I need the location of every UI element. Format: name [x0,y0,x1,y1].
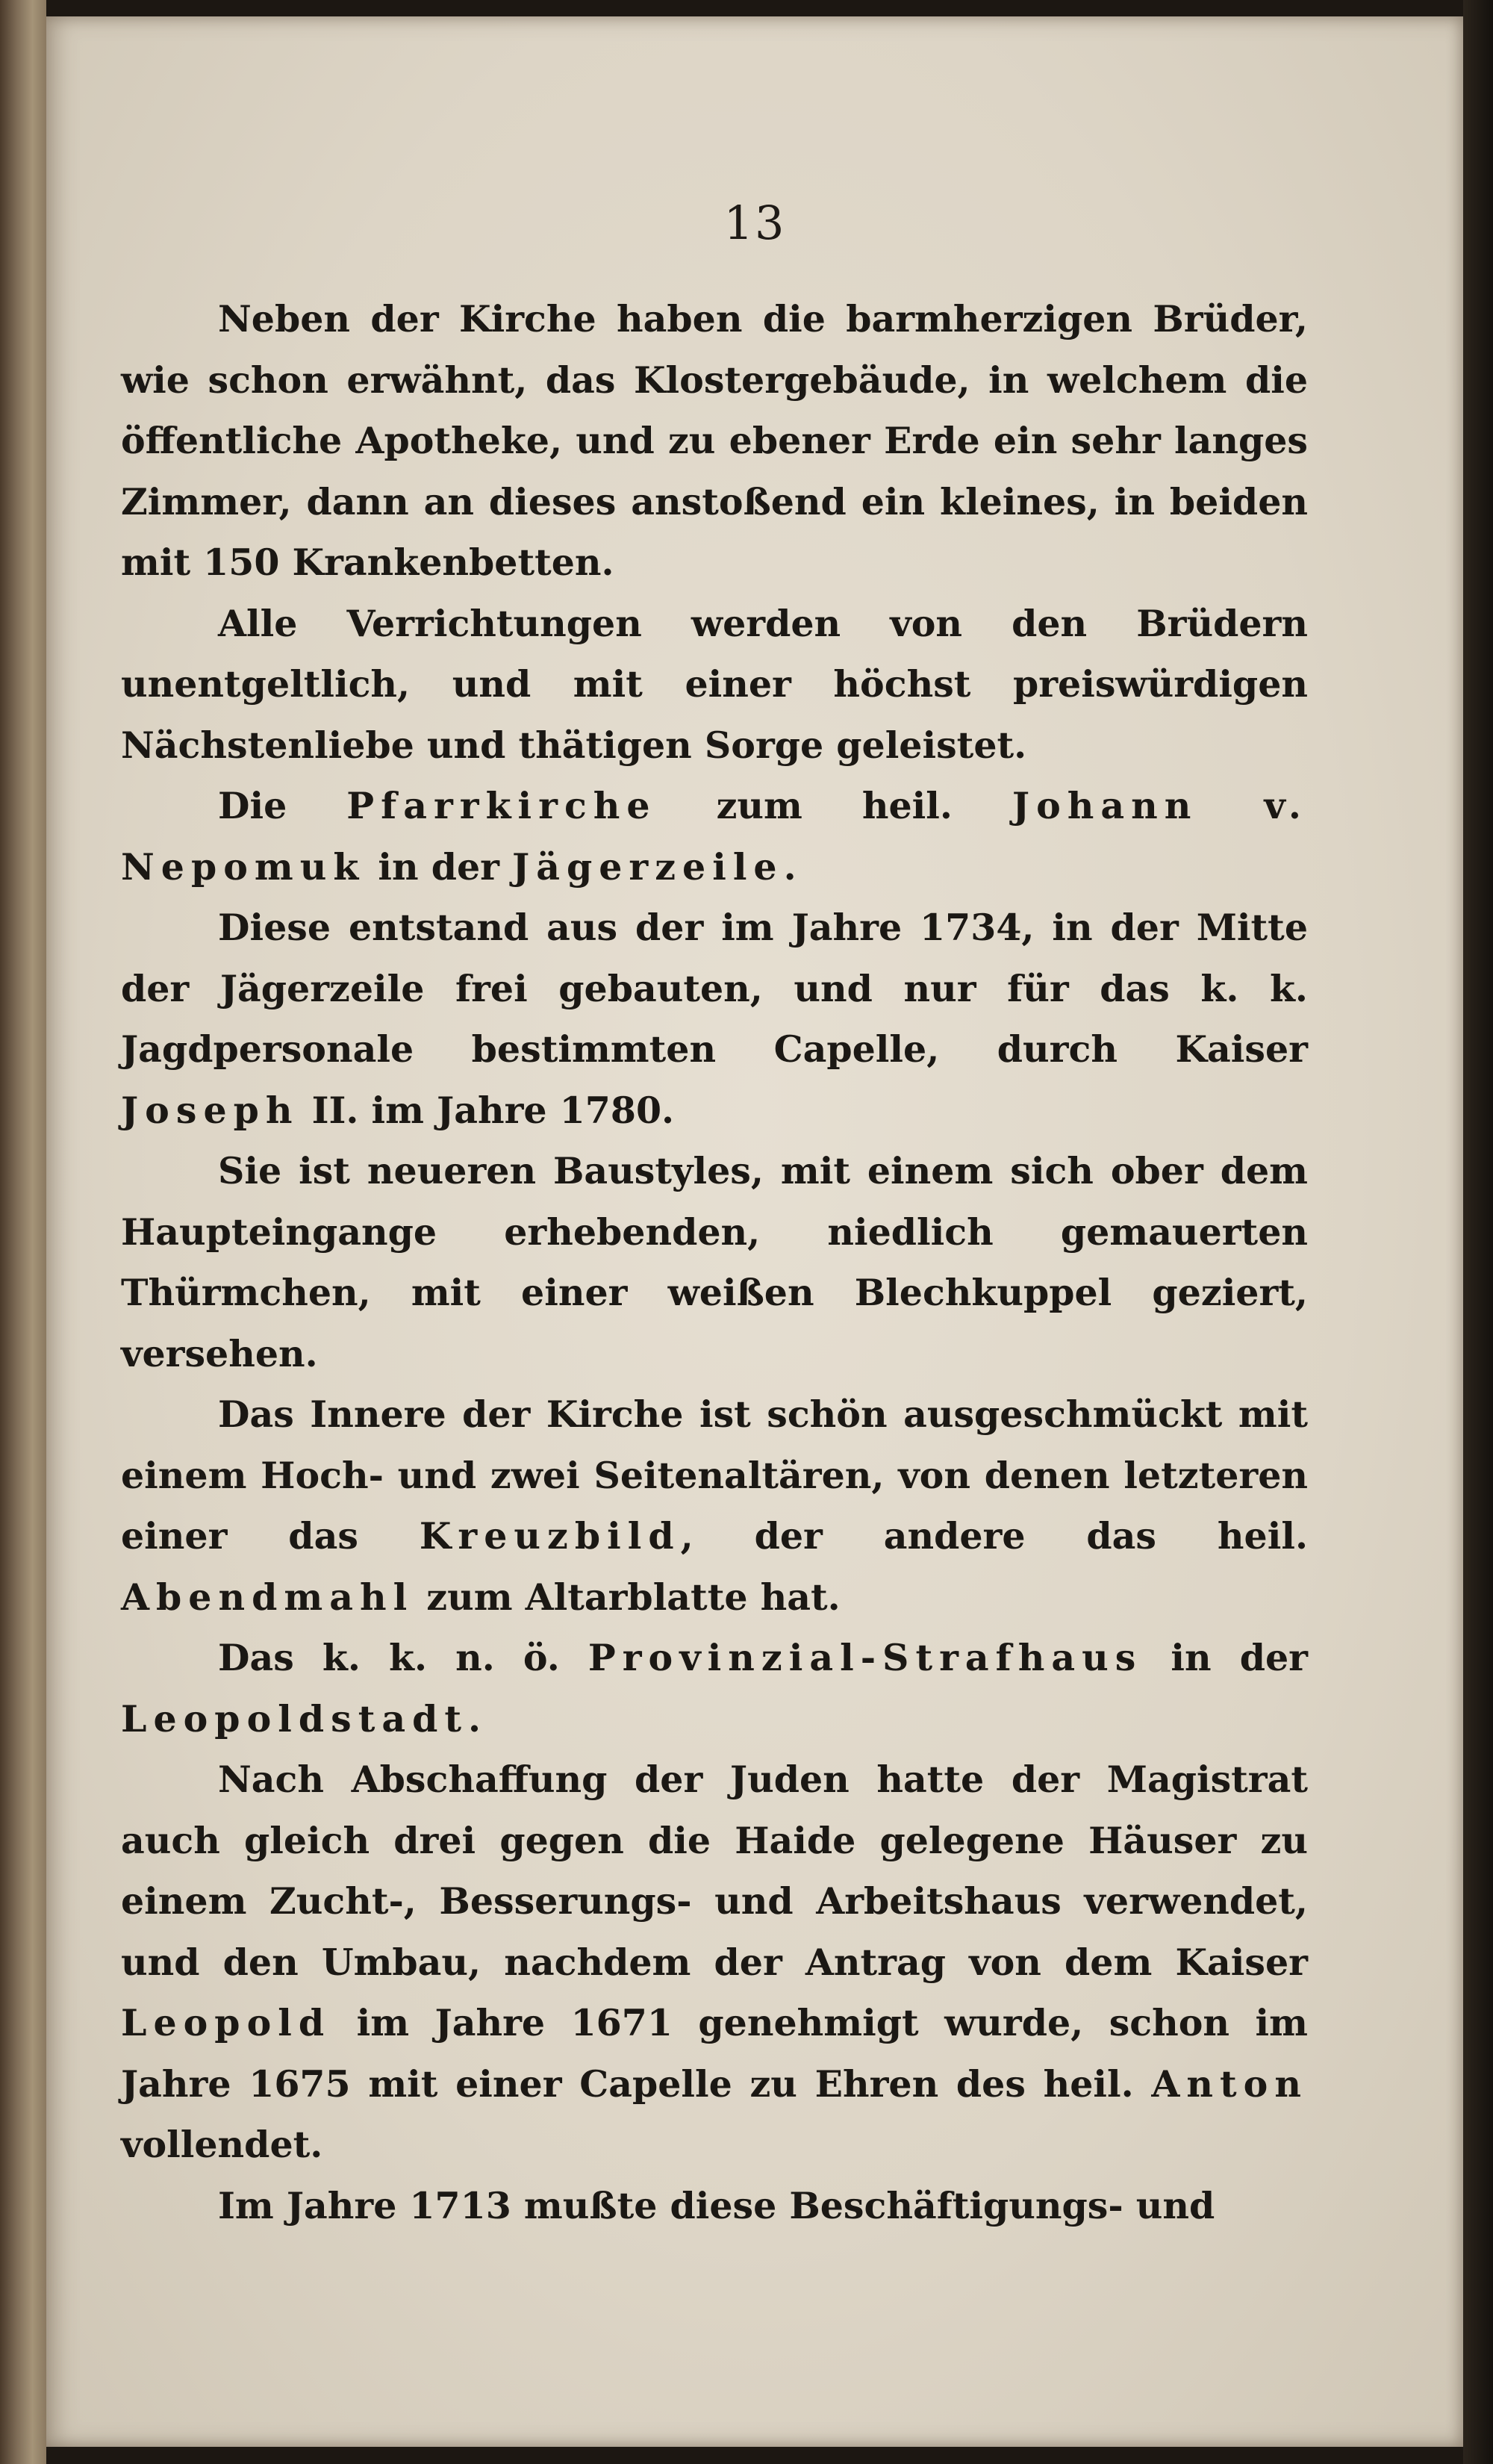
page-edge [1463,0,1493,2464]
paragraph: Diese entstand aus der im Jahre 1734, in der Mitte der Jägerzeile frei gebauten, und nur für das k. k. Jagdpersonale bestimmten Capelle, durch Kaiser Joseph II. im Jahre 1780. [121,906,1308,1132]
paragraph: Neben der Kirche haben die barmherzigen Brüder, wie schon erwähnt, das Klostergebäude, in welchem die öffentliche Apotheke, und zu ebener Erde ein sehr langes Zimmer, dann an dieses anstoßend ein kleines, in beiden mit 150 Krankenbetten. [121,297,1308,584]
paragraph: Die Pfarrkirche zum heil. Johann v. Nepomuk in der Jägerzeile. [121,784,1308,889]
emphasized-text: Johann v. Nepomuk [121,784,1308,889]
emphasized-text: Joseph [121,1088,299,1132]
emphasized-text: Leopold [121,2001,331,2044]
paragraph: Alle Verrichtungen werden von den Brüdern unentgeltlich, und mit einer höchst preiswürdigen Nächstenliebe und thätigen Sorge geleistet. [121,601,1308,767]
emphasized-text: Kreuzbild [419,1514,681,1558]
emphasized-text: Pfarrkirche [346,784,657,827]
emphasized-text: Anton [1151,2062,1308,2106]
emphasized-text: Provinzial-Strafhaus [587,1636,1143,1679]
paragraph: Nach Abschaffung der Juden hatte der Magistrat auch gleich drei gegen die Haide gelegene Häuser zu einem Zucht-, Besserungs- und Arbeitshaus verwendet, und den Umbau, nachdem der Antrag von dem Kaiser Leopold im Jahre 1671 genehmigt wurde, schon im Jahre 1675 mit einer Capelle zu Ehren des heil. Anton vollendet. [121,1758,1308,2166]
book-spine [0,0,46,2464]
emphasized-text: Abendmahl [121,1575,414,1619]
page-text [121,289,1308,2236]
emphasized-text: Jägerzeile [512,844,784,889]
paragraph: Im Jahre 1713 mußte diese Beschäftigungs- und [218,2183,1215,2227]
book-page [46,16,1463,2447]
emphasized-text: Leopoldstadt [121,1696,468,1740]
paragraph: Sie ist neueren Baustyles, mit einem sich ober dem Haupteingange erhebenden, niedlich gemauerten Thürmchen, mit einer weißen Blechkuppel geziert, versehen. [121,1149,1308,1375]
paragraph: Das Innere der Kirche ist schön ausgeschmückt mit einem Hoch- und zwei Seitenaltären, von denen letzteren einer das Kreuzbild, der andere das heil. Abendmahl zum Altarblatte hat. [121,1393,1309,1619]
page-number: 13 [723,196,786,250]
paragraph: Das k. k. n. ö. Provinzial-Strafhaus in der Leopoldstadt. [121,1636,1308,1740]
